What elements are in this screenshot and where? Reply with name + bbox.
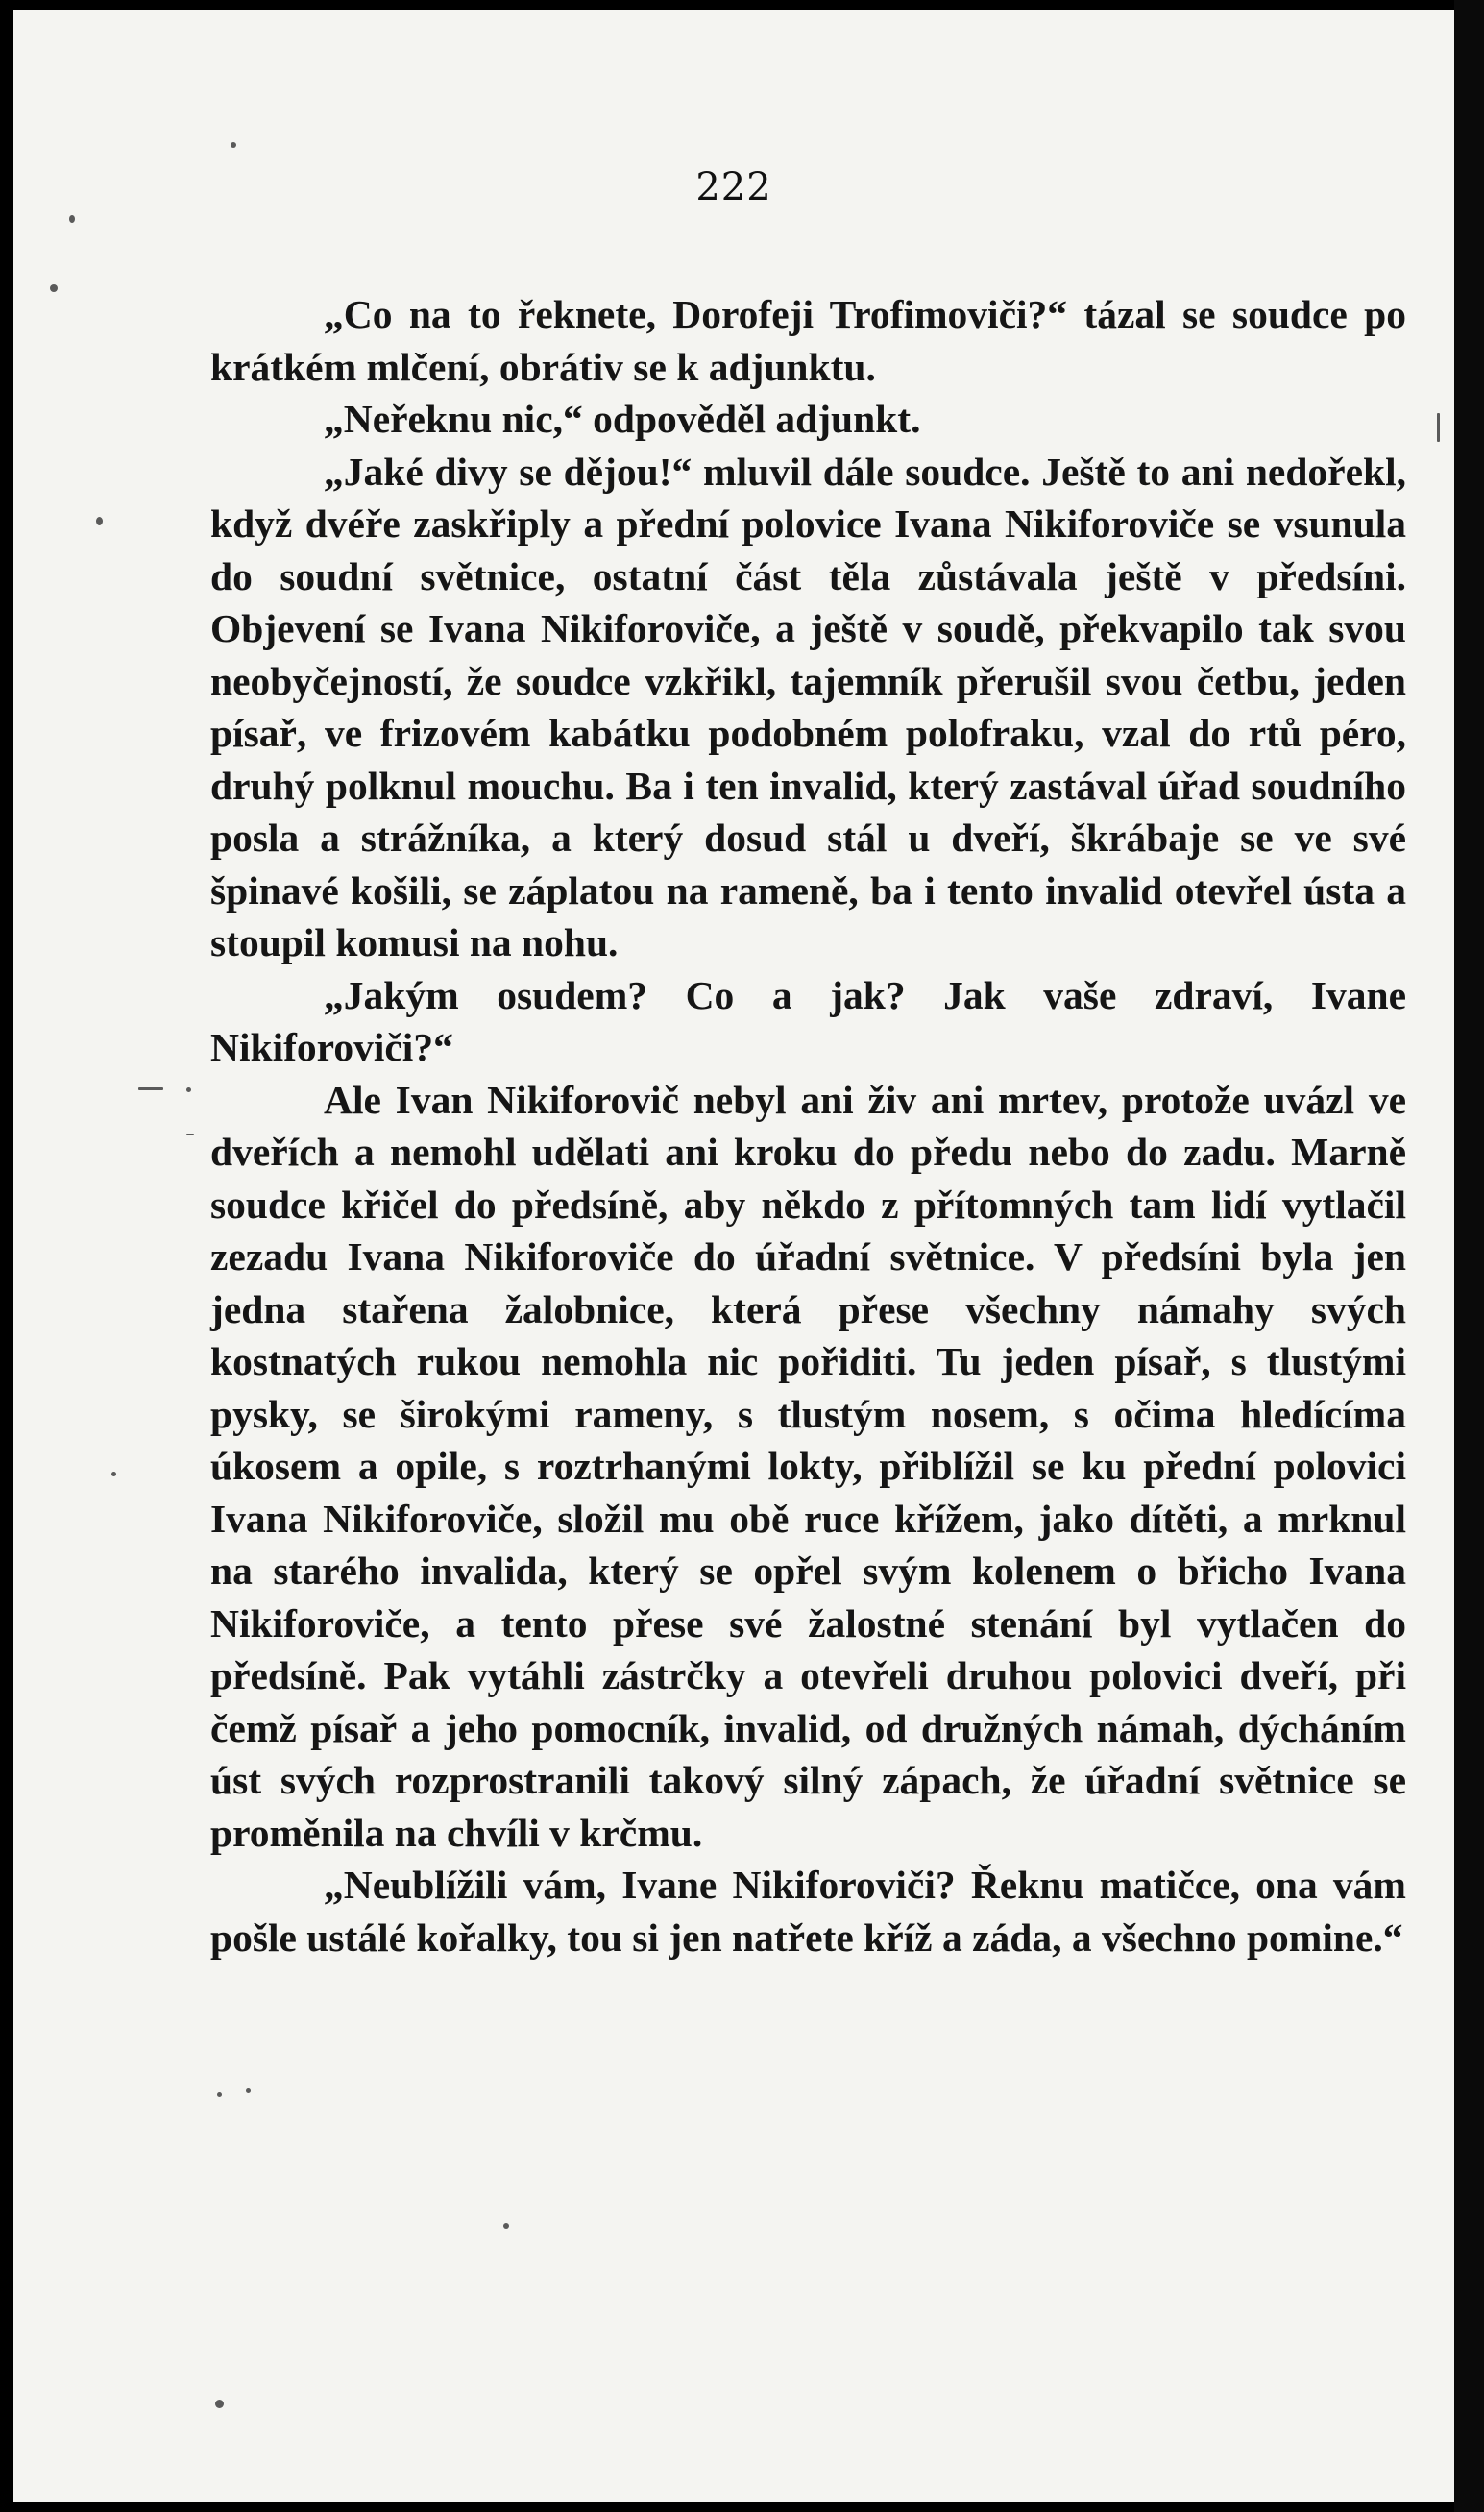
print-speck <box>186 1134 194 1135</box>
paragraph: „Jaké divy se dějou!“ mluvil dále soudce. Ještě to ani nedořekl, když dvéře zaskřiply a přední polovice Ivana Nikiforoviče se vsunula do soudní světnice, ostatní část těla zůstávala ještě v předsíni. Objevení se Ivana Nikiforoviče, a ještě v soudě, překvapilo tak svou neobyčejností, že soudce vzkřikl, tajemník přerušil svou četbu, jeden písař, ve frizovém kabátku podobném polofraku, vzal do rtů péro, druhý polknul mouchu. Ba i ten invalid, který zastával úřad soudního posla a strážníka, a který dosud stál u dveří, škrábaje se ve své špinavé košili, se záplatou na rameně, ba i tento invalid otevřel ústa a stoupil komusi na nohu. <box>210 449 1406 964</box>
print-speck <box>186 1087 191 1092</box>
print-speck <box>215 2400 224 2408</box>
paragraph: Ale Ivan Nikiforovič nebyl ani živ ani mrtev, protože uvázl ve dveřích a nemohl udělati ani kroku do předu nebo do zadu. Marně soudce křičel do předsíně, aby někdo z přítomných tam lidí vytlačil zezadu Ivana Nikiforoviče do úřadní světnice. V předsíni byla jen jedna stařena žalobnice, která přese všechny námahy svých kostnatých rukou nemohla nic pořiditi. Tu jeden písař, s tlustými pysky, se širokými rameny, s tlustým nosem, s očima hledícíma úkosem a opile, s roztrhanými lokty, přiblížil se ku přední polovici Ivana Nikiforoviče, složil mu obě ruce křížem, jako dítěti, a mrknul na starého invalida, který se opřel svým kolenem o břicho Ivana Nikiforoviče, a tento přese své žalostné stenání byl vytlačen do předsíně. Pak vytáhli zástrčky a otevřeli druhou polovici dveří, při čemž písař a jeho pomocník, invalid, od družných námah, dýcháním úst svých rozprostranili takový silný zápach, že úřadní světnice se proměnila na chvíli v krčmu. <box>210 1077 1406 1855</box>
print-speck <box>231 142 236 148</box>
page-number: 222 <box>695 165 772 209</box>
paragraph: „Co na to řeknete, Dorofeji Trofimoviči?“ tázal se soudce po krátkém mlčení, obrátiv se k adjunktu. <box>210 292 1406 389</box>
print-speck <box>111 1472 116 1476</box>
book-page <box>13 10 1454 2502</box>
paragraph: „Neublížili vám, Ivane Nikiforoviči? Řeknu matičce, ona vám pošle ustálé kořalky, tou si jen natřete kříž a záda, a všechno pomine.“ <box>210 1863 1406 1960</box>
print-speck <box>246 2088 251 2093</box>
body-text <box>210 288 1406 1963</box>
print-speck <box>69 215 75 223</box>
paragraph: „Neřeknu nic,“ odpověděl adjunkt. <box>324 397 921 441</box>
print-speck <box>96 517 103 525</box>
paragraph: „Jakým osudem? Co a jak? Jak vaše zdraví, Ivane Nikiforoviči?“ <box>210 972 1406 1069</box>
print-speck <box>1437 413 1440 442</box>
scan-border <box>1454 0 1484 2512</box>
print-speck <box>503 2223 509 2229</box>
print-speck <box>138 1087 163 1090</box>
print-speck <box>217 2092 222 2097</box>
print-speck <box>50 284 58 292</box>
